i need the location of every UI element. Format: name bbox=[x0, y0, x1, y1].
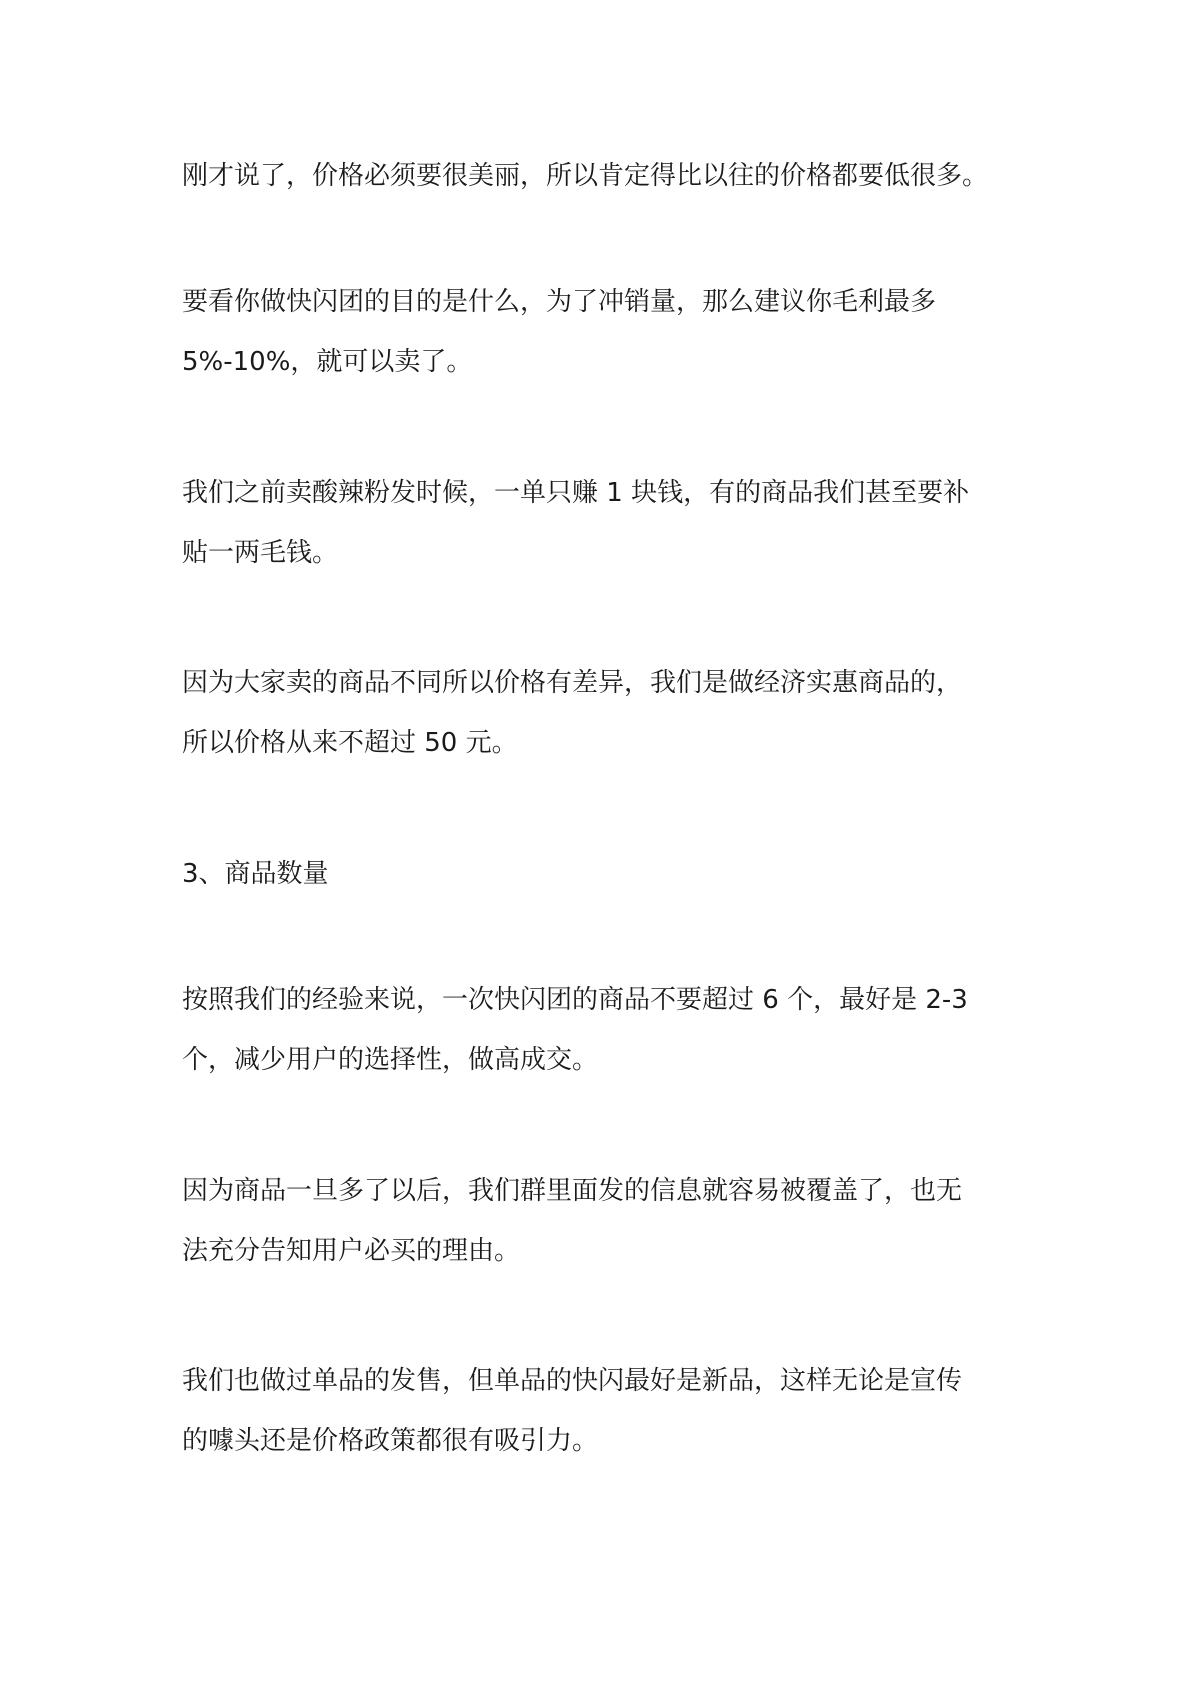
paragraph-1-line-1: 刚才说了，价格必须要很美丽，所以肯定得比以往的价格都要低很多。 bbox=[182, 161, 989, 191]
paragraph-7-line-2: 的噱头还是价格政策都很有吸引力。 bbox=[182, 1426, 599, 1456]
paragraph-2-line-2: 5%-10%，就可以卖了。 bbox=[182, 347, 473, 377]
paragraph-4-line-1: 因为大家卖的商品不同所以价格有差异，我们是做经济实惠商品的， bbox=[182, 668, 963, 698]
paragraph-6-line-1: 因为商品一旦多了以后，我们群里面发的信息就容易被覆盖了，也无 bbox=[182, 1176, 963, 1206]
paragraph-2-line-1: 要看你做快闪团的目的是什么，为了冲销量，那么建议你毛利最多 bbox=[182, 287, 937, 317]
paragraph-5-line-2: 个，减少用户的选择性，做高成交。 bbox=[182, 1045, 599, 1075]
paragraph-6-line-2: 法充分告知用户必买的理由。 bbox=[182, 1236, 521, 1266]
paragraph-7-line-1: 我们也做过单品的发售，但单品的快闪最好是新品，这样无论是宣传 bbox=[182, 1366, 963, 1396]
paragraph-5-line-1: 按照我们的经验来说，一次快闪团的商品不要超过 6 个，最好是 2-3 bbox=[182, 985, 968, 1015]
paragraph-3-line-2: 贴一两毛钱。 bbox=[182, 538, 339, 568]
section-heading: 3、商品数量 bbox=[182, 859, 329, 889]
paragraph-3-line-1: 我们之前卖酸辣粉发时候，一单只赚 1 块钱，有的商品我们甚至要补 bbox=[182, 478, 970, 508]
paragraph-4-line-2: 所以价格从来不超过 50 元。 bbox=[182, 728, 518, 758]
